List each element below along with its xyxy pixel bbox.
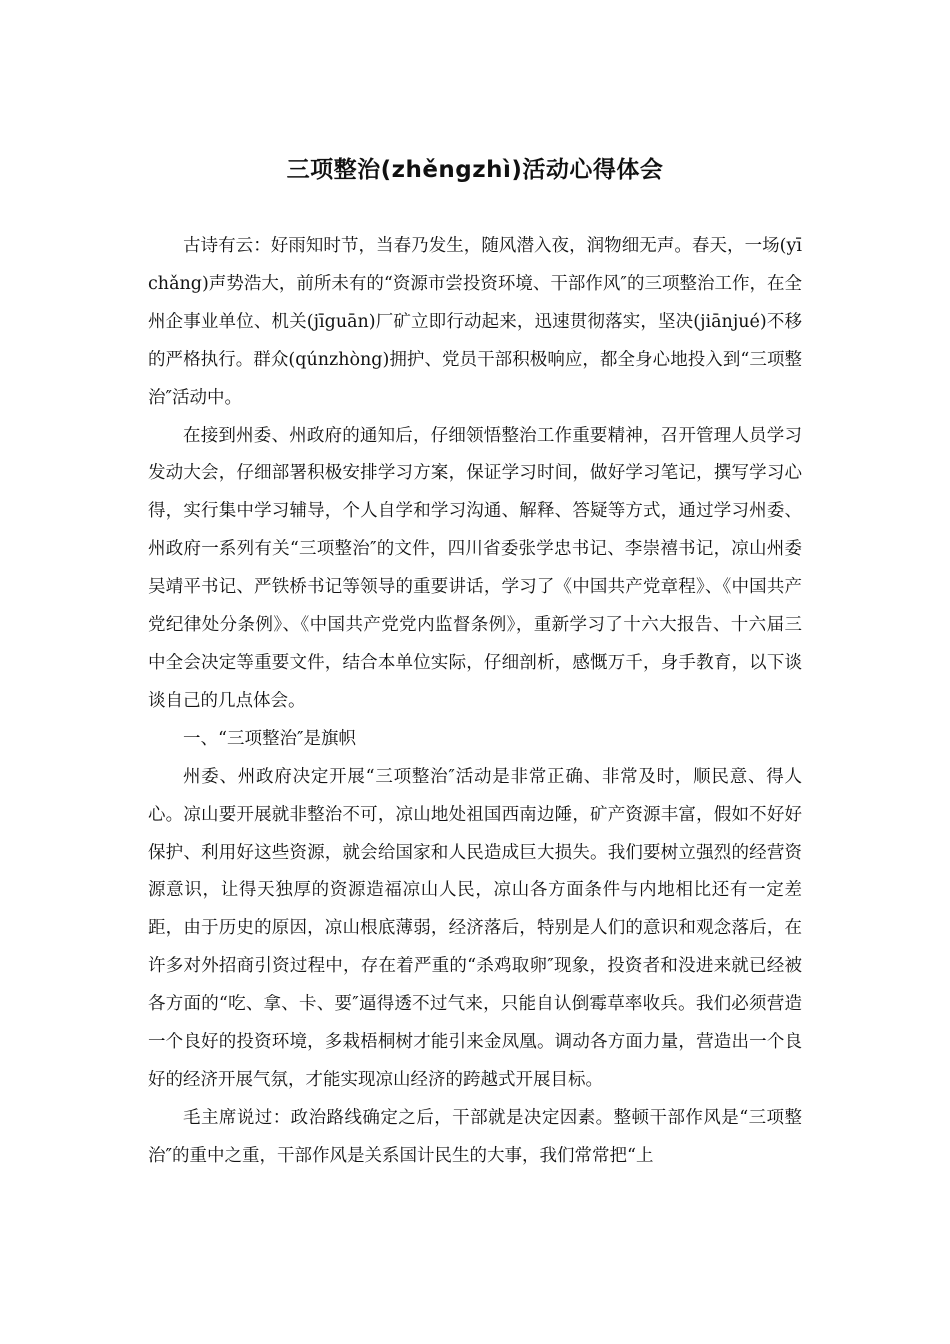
paragraph-cadre-style: 毛主席说过：政治路线确定之后，干部就是决定因素。整顿干部作风是“三项整治″的重中之重，干部作风是关系国计民生的大事，我们常常把“上 — [148, 1107, 802, 1166]
document-body — [148, 228, 802, 1176]
document-title: 三项整治(zhěngzhì)活动心得体会 — [286, 157, 664, 183]
paragraph-intro: 古诗有云：好雨知时节，当春乃发生，随风潜入夜，润物细无声。春天，一场(yī chǎng)声势浩大，前所未有的“资源市尝投资环境、干部作风″的三项整治工作，在全州企事业单位、机关(jīguān)厂矿立即行动起来，迅速贯彻落实，坚决(jiānjué)不移的严格执行。群众(qúnzhòng)拥护、党员干部积极响应，都全身心地投入到“三项整治″活动中。 — [148, 236, 802, 408]
section-heading-1: 一、“三项整治″是旗帜 — [183, 728, 356, 749]
paragraph-section-1: 州委、州政府决定开展“三项整治″活动是非常正确、非常及时，顺民意、得人心。凉山要开展就非整治不可，凉山地处祖国西南边陲，矿产资源丰富，假如不好好保护、利用好这些资源，就会给国家和人民造成巨大损失。我们要树立强烈的经营资源意识，让得天独厚的资源造福凉山人民，凉山各方面条件与内地相比还有一定差距，由于历史的原因，凉山根底薄弱，经济落后，特别是人们的意识和观念落后，在许多对外招商引资过程中，存在着严重的“杀鸡取卵″现象，投资者和没进来就已经被各方面的“吃、拿、卡、要″逼得透不过气来，只能自认倒霉草率收兵。我们必须营造一个良好的投资环境，多栽梧桐树才能引来金凤凰。调动各方面力量，营造出一个良好的经济开展气氛，才能实现凉山经济的跨越式开展目标。 — [148, 766, 802, 1090]
paragraph-study: 在接到州委、州政府的通知后，仔细领悟整治工作重要精神，召开管理人员学习发动大会，仔细部署积极安排学习方案，保证学习时间，做好学习笔记，撰写学习心得，实行集中学习辅导，个人自学和学习沟通、解释、答疑等方式，通过学习州委、州政府一系列有关“三项整治″的文件，四川省委张学忠书记、李崇禧书记，凉山州委吴靖平书记、严铁桥书记等领导的重要讲话，学习了《中国共产党章程》、《中国共产党纪律处分条例》、《中国共产党党内监督条例》，重新学习了十六大报告、十六届三中全会决定等重要文件，结合本单位实际，仔细剖析，感慨万千，身手教育，以下谈谈自己的几点体会。 — [148, 425, 802, 711]
